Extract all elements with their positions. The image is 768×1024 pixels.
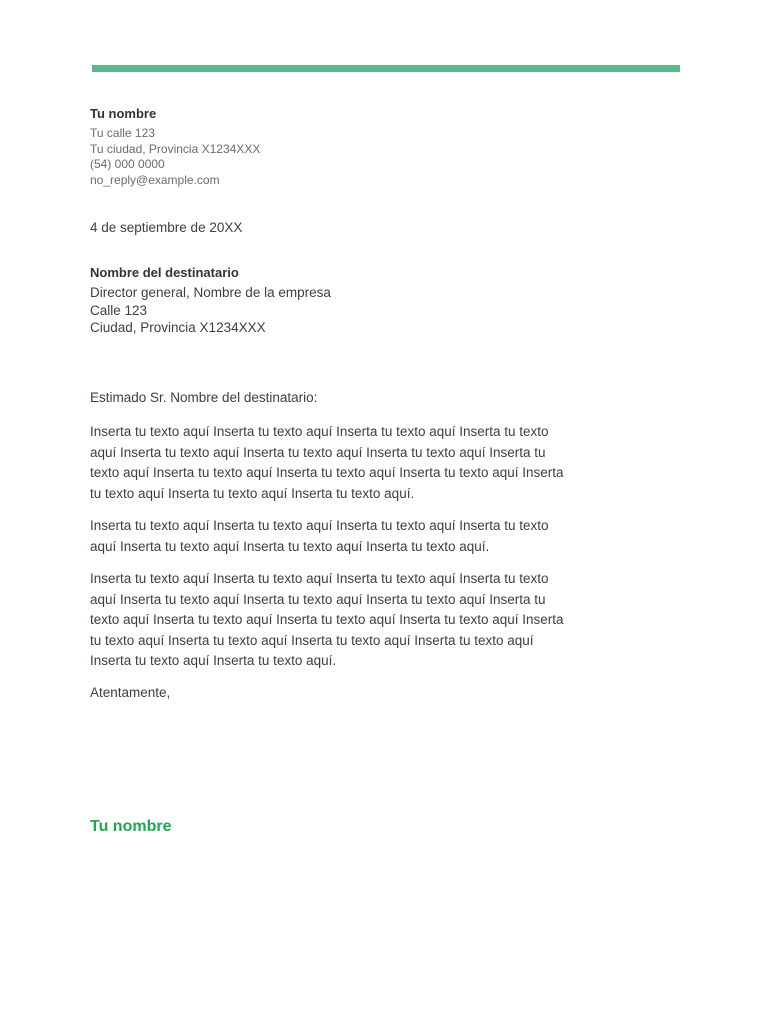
recipient-title: Director general, Nombre de la empresa (90, 285, 331, 300)
letter-body (90, 389, 570, 702)
letter-date: 4 de septiembre de 20XX (90, 220, 243, 235)
signature-name: Tu nombre (90, 818, 172, 835)
sender-email: no_reply@example.com (90, 172, 220, 187)
body-paragraph-1: Inserta tu texto aquí Inserta tu texto aquí Inserta tu texto aquí Inserta tu texto aquí Inserta tu texto aquí Inserta tu texto aquí Inserta tu texto aquí Inserta tu texto aquí Inserta tu texto aquí Inserta tu texto aquí Inserta tu texto aquí Inserta tu texto aquí Inserta tu texto aquí Inserta tu texto aquí. (90, 424, 564, 501)
recipient-name: Nombre del destinatario (90, 265, 239, 280)
salutation: Estimado Sr. Nombre del destinatario: (90, 390, 318, 405)
body-paragraph-3: Inserta tu texto aquí Inserta tu texto aquí Inserta tu texto aquí Inserta tu texto aquí Inserta tu texto aquí Inserta tu texto aquí Inserta tu texto aquí Inserta tu texto aquí Inserta tu texto aquí Inserta tu texto aquí Inserta tu texto aquí Inserta tu texto aquí Inserta tu texto aquí Inserta tu texto aquí Inserta tu texto aquí Inserta tu texto aquí Inserta tu texto aquí. (90, 571, 564, 668)
recipient-block (90, 264, 331, 337)
sender-block (90, 105, 260, 188)
recipient-city: Ciudad, Provincia X1234XXX (90, 320, 266, 335)
closing: Atentamente, (90, 684, 171, 700)
sender-name: Tu nombre (90, 106, 157, 121)
sender-street: Tu calle 123 (90, 126, 155, 140)
sender-city: Tu ciudad, Provincia X1234XXX (90, 141, 261, 156)
recipient-street: Calle 123 (90, 302, 148, 318)
body-paragraph-2: Inserta tu texto aquí Inserta tu texto aquí Inserta tu texto aquí Inserta tu texto aquí Inserta tu texto aquí Inserta tu texto aquí Inserta tu texto aquí. (90, 518, 549, 554)
sender-phone: (54) 000 0000 (90, 157, 165, 171)
top-accent-rule (92, 65, 680, 72)
